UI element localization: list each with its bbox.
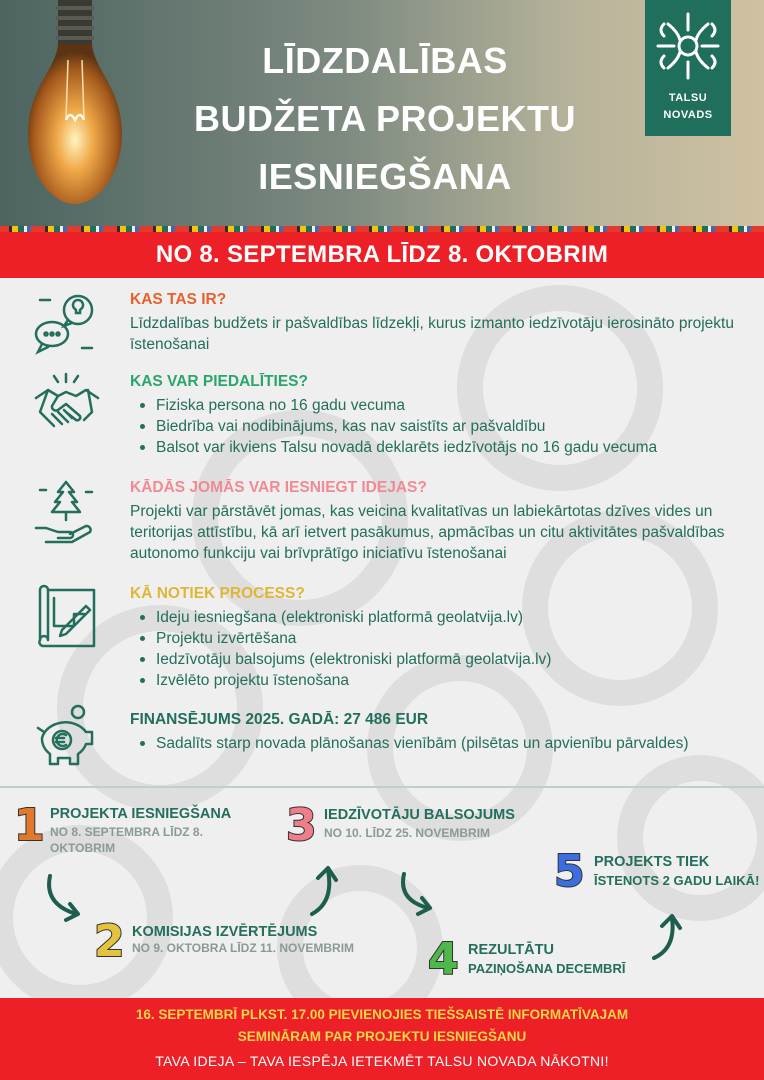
step-4 [428, 934, 648, 988]
title-line: IESNIEGŠANA [258, 156, 512, 197]
arrow-down-right-icon [40, 872, 88, 924]
logo-text: TALSU [668, 92, 708, 104]
list-item: Izvēlēto projektu īstenošana [136, 670, 755, 691]
arrow-up-icon [646, 910, 690, 962]
section-text: Līdzdalības budžets ir pašvaldības līdzekļi, kurus izmanto iedzīvotāju ierosināto projektu īstenošanai [130, 315, 734, 353]
step-date: NO 9. OKTOBRA LĪDZ 11. NOVEMBRIM [132, 941, 355, 955]
seminar-line: 16. SEPTEMBRĪ PLKST. 17.00 PIEVIENOJIES TIEŠSAISTĒ INFORMATĪVAJAM [135, 1007, 629, 1022]
list-item: Sadalīts starp novada plānošanas vienībām (pilsētas un apvienību pārvaldes) [136, 733, 755, 754]
step-title: PROJEKTS TIEK [594, 854, 710, 870]
step-5 [554, 846, 760, 900]
list-item: Balsot var ikviens Talsu novadā deklarēts iedzīvotājs no 16 gadu vecuma [136, 437, 755, 458]
step-title: REZULTĀTU [468, 942, 554, 958]
section-title: KAS TAS IR? [130, 291, 227, 308]
section-title: KAS VAR PIEDALĪTIES? [130, 373, 308, 390]
divider [0, 786, 764, 788]
dates-band: NO 8. SEPTEMBRA LĪDZ 8. OKTOBRIM [0, 232, 764, 278]
logo-text: NOVADS [663, 109, 713, 121]
piggy-bank-euro-icon [32, 704, 100, 772]
bullet-list [130, 395, 755, 458]
arrow-up-icon [304, 862, 348, 918]
bullet-list [130, 607, 755, 691]
bullet-list [130, 733, 755, 754]
seminar-announcement [0, 1004, 764, 1048]
list-item: Ideju iesniegšana (elektroniski platformā geolatvija.lv) [136, 607, 755, 628]
section-text: Projekti var pārstāvēt jomas, kas veicina kvalitatīvas un labiekārtotas dzīves vides un teritorijas attīstību, kā arī ietvert pasākumus, apmācības un citu aktivitātes pašvaldības autonomo funkciju vai brīvprātīgo iniciatīvu īstenošanai [130, 503, 725, 562]
step-date: OKTOBRIM [50, 841, 116, 855]
list-item: Iedzīvotāju balsojums (elektroniski platformā geolatvija.lv) [136, 649, 755, 670]
step-title: PAZIŅOŠANA DECEMBRĪ [468, 961, 626, 976]
step-number: 3 [286, 800, 317, 851]
section-funding [130, 710, 755, 754]
section-process [130, 584, 755, 691]
header-banner [0, 0, 764, 226]
section-title: FINANSĒJUMS 2025. GADĀ: 27 486 EUR [130, 711, 429, 728]
step-3 [286, 800, 546, 854]
blueprint-pencil-icon [32, 584, 100, 652]
step-number: 1 [14, 800, 45, 851]
list-item: Biedrība vai nodibinājums, kas nav saistīts ar pašvaldību [136, 416, 755, 437]
page-title [120, 32, 650, 206]
step-number: 4 [428, 934, 459, 985]
lightbulb-icon [20, 0, 130, 210]
step-date: NO 8. SEPTEMBRA LĪDZ 8. [50, 825, 203, 839]
step-2 [94, 916, 394, 970]
speech-bubbles-icon [32, 290, 100, 358]
section-what-is-it [130, 290, 755, 355]
step-title: KOMISIJAS IZVĒRTĒJUMS [132, 924, 318, 940]
step-number: 2 [94, 916, 125, 967]
title-line: LĪDZDALĪBAS [262, 40, 508, 81]
title-line: BUDŽETA PROJEKTU [193, 98, 576, 139]
step-title: IEDZĪVOTĀJU BALSOJUMS [324, 807, 515, 823]
section-who-can-participate [130, 372, 755, 458]
step-date: NO 10. LĪDZ 25. NOVEMBRIM [324, 826, 491, 840]
step-title: ĪSTENOTS 2 GADU LAIKĀ! [594, 873, 760, 888]
tree-in-hand-icon [32, 478, 100, 546]
footer-banner [0, 998, 764, 1080]
logo-emblem-icon [654, 10, 722, 82]
list-item: Projektu izvērtēšana [136, 628, 755, 649]
seminar-line: SEMINĀRAM PAR PROJEKTU IESNIEGŠANU [237, 1029, 527, 1044]
section-title: KĀ NOTIEK PROCESS? [130, 585, 305, 602]
step-number: 5 [554, 846, 585, 897]
talsu-novads-logo [645, 0, 731, 136]
section-idea-areas [130, 478, 755, 564]
section-title: KĀDĀS JOMĀS VAR IESNIEGT IDEJAS? [130, 479, 427, 496]
step-1 [14, 800, 254, 864]
step-title: PROJEKTA IESNIEGŠANA [50, 806, 232, 822]
list-item: Fiziska persona no 16 gadu vecuma [136, 395, 755, 416]
arrow-down-right-icon [394, 870, 438, 920]
slogan: TAVA IDEJA – TAVA IESPĒJA IETEKMĒT TALSU NOVADA NĀKOTNI! [155, 1053, 609, 1069]
handshake-icon [32, 372, 100, 440]
